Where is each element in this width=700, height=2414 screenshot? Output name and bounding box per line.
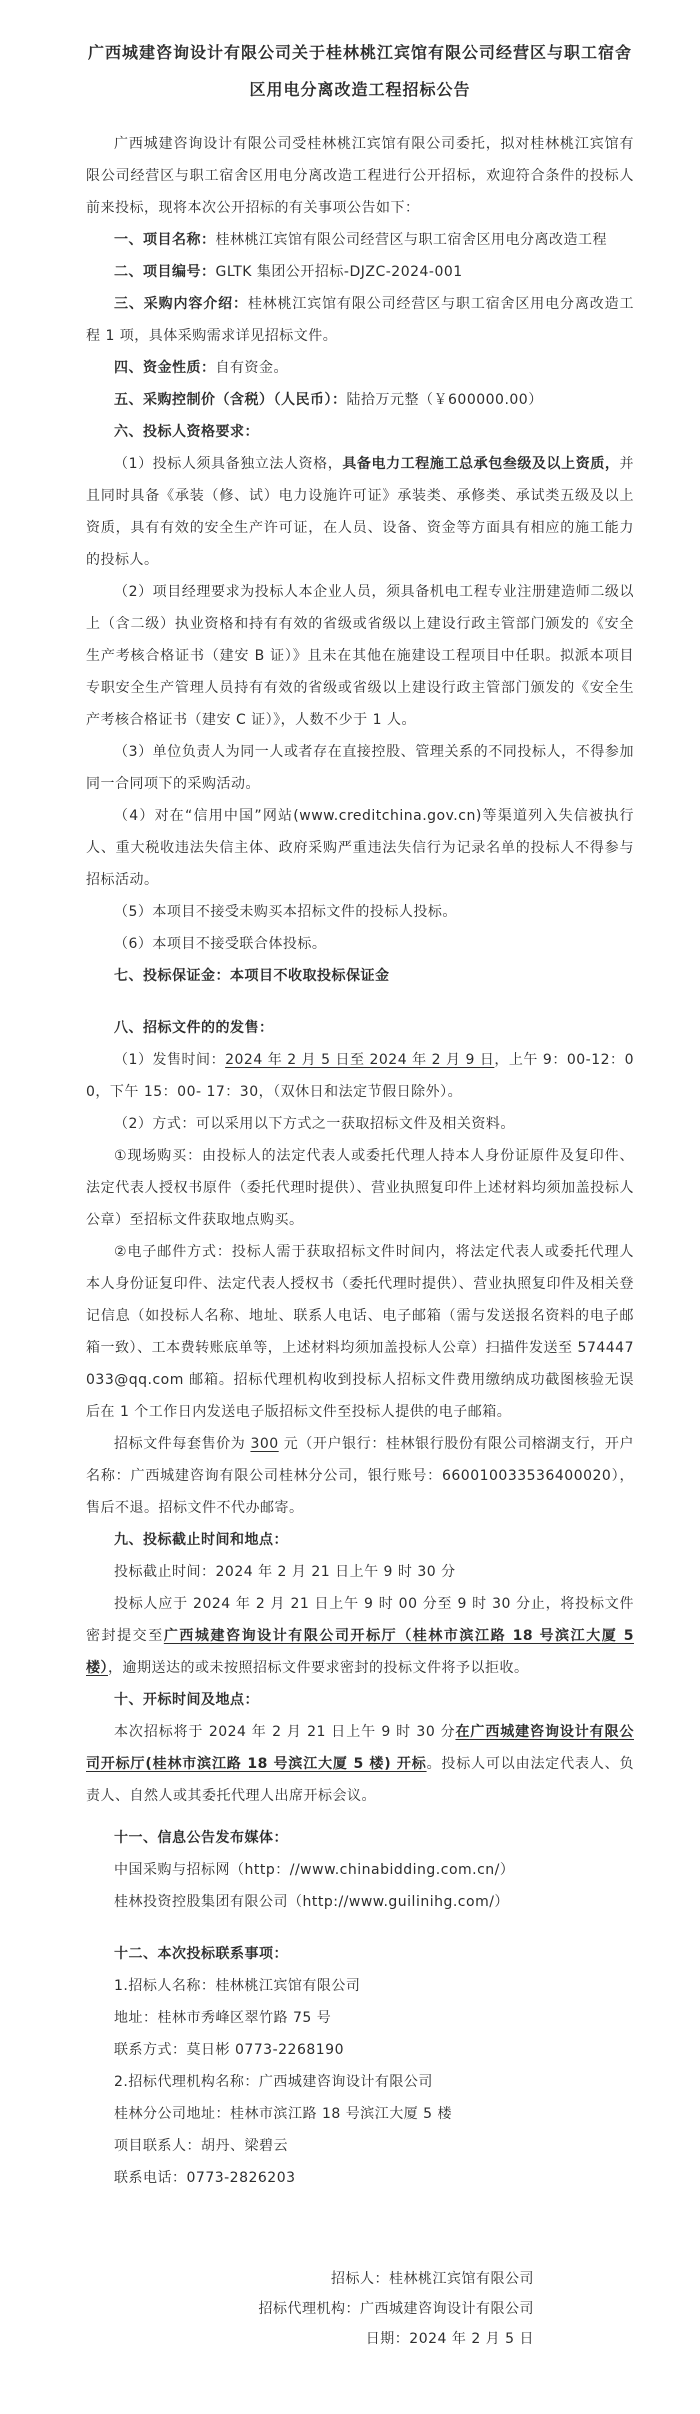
qualification-item-1 bbox=[86, 448, 634, 576]
sale-price bbox=[86, 1428, 634, 1524]
text-segment: 具备电力工程施工总承包叁级及以上资质， bbox=[342, 456, 620, 472]
text-segment: 2024 年 2 月 5 日至 2024 年 2 月 9 日 bbox=[225, 1052, 495, 1068]
text-segment: 广西城建咨询设计有限公司受桂林桃江宾馆有限公司委托，拟对桂林桃江宾馆有限公司经营区与职工宿舍区用电分离改造工程进行公开招标，欢迎符合条件的投标人前来投标，现将本次公开招标的有关事项公告如下： bbox=[86, 136, 634, 216]
section-12-contact-heading bbox=[86, 1938, 634, 1970]
text-segment: 广西城建咨询设计有限公司关于桂林桃江宾馆有限公司经营区与职工宿舍区用电分离改造工程招标公告 bbox=[87, 43, 632, 99]
text-segment: ②电子邮件方式：投标人需于获取招标文件时间内，将法定代表人或委托代理人本人身份证复印件、法定代表人授权书（委托代理时提供）、营业执照复印件及相关登记信息（如投标人名称、地址、联系人电话、电子邮箱（需与发送报名资料的电子邮箱一致）、工本费转账底单等，上述材料均须加盖投标人公章）扫描件发送至 574447033@qq.com 邮箱。招标代理机构收到投标人招标文件费用缴纳成功截图核验无误后在 1 个工作日内发送电子版招标文件至投标人提供的电子邮箱。 bbox=[86, 1244, 634, 1420]
text-segment: 招标代理机构：广西城建咨询设计有限公司 bbox=[258, 2301, 534, 2317]
text-segment: 十二、本次投标联系事项： bbox=[114, 1946, 288, 1962]
sale-time bbox=[86, 1044, 634, 1108]
agency-name bbox=[86, 2066, 634, 2098]
text-segment: 项目联系人：胡丹、梁碧云 bbox=[114, 2138, 288, 2154]
text-segment: 六、投标人资格要求： bbox=[114, 424, 259, 440]
text-segment: 联系方式：莫日彬 0773-2268190 bbox=[114, 2042, 344, 2058]
text-segment: 自有资金。 bbox=[215, 360, 288, 376]
text-segment: 一、项目名称： bbox=[114, 232, 216, 248]
text-segment: （1）发售时间： bbox=[114, 1052, 226, 1068]
opening-detail bbox=[86, 1716, 634, 1812]
text-segment: 七、投标保证金：本项目不收取投标保证金 bbox=[114, 968, 390, 984]
section-8-document-sale-heading bbox=[86, 1012, 634, 1044]
project-contacts bbox=[86, 2130, 634, 2162]
section-11-media-heading bbox=[86, 1822, 634, 1854]
text-segment: 在广西城建咨询设计有限公司开标厅(桂林市滨江路 18 号滨江大厦 5 楼) 开标 bbox=[86, 1724, 635, 1772]
media-guilinihg bbox=[86, 1886, 634, 1918]
section-5-control-price bbox=[86, 384, 634, 416]
text-segment: 二、项目编号： bbox=[114, 264, 216, 280]
text-segment: 中国采购与招标网（http：//www.chinabidding.com.cn/） bbox=[114, 1862, 515, 1878]
text-segment: ①现场购买：由投标人的法定代表人或委托代理人持本人身份证原件及复印件、法定代表人授权书原件（委托代理时提供）、营业执照复印件上述材料均须加盖投标人公章）至招标文件获取地点购买。 bbox=[86, 1148, 634, 1228]
text-segment: 元（开户银行：桂林银行股份有限公司榕湖支行，开户名称：广西城建咨询有限公司桂林分公司，银行账号：660010033536400020），售后不退。招标文件不代办邮寄。 bbox=[86, 1436, 635, 1516]
signature-agency bbox=[86, 2294, 634, 2324]
agency-address bbox=[86, 2098, 634, 2130]
qualification-item-2 bbox=[86, 576, 634, 736]
text-segment: 招标文件每套售价为 bbox=[114, 1436, 251, 1452]
text-segment: 1.招标人名称：桂林桃江宾馆有限公司 bbox=[114, 1978, 361, 1994]
text-segment: 联系电话：0773-2826203 bbox=[114, 2170, 296, 2186]
text-segment: GLTK 集团公开招标-DJZC-2024-001 bbox=[215, 264, 463, 280]
project-phone bbox=[86, 2162, 634, 2194]
text-segment: ，逾期送达的或未按照招标文件要求密封的投标文件将予以拒收。 bbox=[108, 1660, 529, 1676]
deadline-detail bbox=[86, 1588, 634, 1684]
text-segment: 陆拾万元整（￥600000.00） bbox=[346, 392, 543, 408]
text-segment: 三、采购内容介绍： bbox=[114, 296, 248, 312]
section-3-procurement-content bbox=[86, 288, 634, 352]
text-segment: 。投标人可以由法定代表人、负责人、自然人或其委托代理人出席开标会议。 bbox=[86, 1756, 635, 1804]
text-segment: 桂林分公司地址：桂林市滨江路 18 号滨江大厦 5 楼 bbox=[114, 2106, 453, 2122]
text-segment: 八、招标文件的的发售： bbox=[114, 1020, 274, 1036]
section-9-deadline-heading bbox=[86, 1524, 634, 1556]
text-segment: 九、投标截止时间和地点： bbox=[114, 1532, 288, 1548]
text-segment: 本次招标将于 2024 年 2 月 21 日上午 9 时 30 分 bbox=[114, 1724, 456, 1740]
sale-method-email bbox=[86, 1236, 634, 1428]
text-segment: 投标截止时间：2024 年 2 月 21 日上午 9 时 30 分 bbox=[114, 1564, 456, 1580]
text-segment: 300 bbox=[250, 1436, 279, 1452]
qualification-item-4 bbox=[86, 800, 634, 896]
section-1-project-name bbox=[86, 224, 634, 256]
sale-method-onsite bbox=[86, 1140, 634, 1236]
signature-date bbox=[86, 2324, 634, 2354]
text-segment: （4）对在“信用中国”网站(www.creditchina.gov.cn)等渠道列入失信被执行人、重大税收违法失信主体、政府采购严重违法失信行为记录名单的投标人不得参与招标活动。 bbox=[86, 808, 634, 888]
section-6-qualification-heading bbox=[86, 416, 634, 448]
section-2-project-number bbox=[86, 256, 634, 288]
qualification-item-6 bbox=[86, 928, 634, 960]
text-segment: 招标人：桂林桃江宾馆有限公司 bbox=[331, 2271, 534, 2287]
text-segment: 桂林桃江宾馆有限公司经营区与职工宿舍区用电分离改造工程 bbox=[215, 232, 607, 248]
qualification-item-3 bbox=[86, 736, 634, 800]
tenderer-contact bbox=[86, 2034, 634, 2066]
text-segment: 五、采购控制价（含税）（人民币）： bbox=[114, 392, 347, 408]
text-segment: （2）项目经理要求为投标人本企业人员，须具备机电工程专业注册建造师二级以上（含二级）执业资格和持有有效的省级或省级以上建设行政主管部门颁发的《安全生产考核合格证书（建安 B 证）》且未在其他在施建设工程项目中任职。拟派本项目专职安全生产管理人员持有有效的省级或省级以上建设行政主管部门颁发的《安全生产考核合格证书（建安 C 证）》，人数不少于 1 人。 bbox=[86, 584, 634, 728]
text-segment: ，上午 9：00-12：00，下午 15：00- 17：30，（双休日和法定节假日除外）。 bbox=[86, 1052, 634, 1100]
doc-title bbox=[86, 34, 634, 108]
text-segment: （5）本项目不接受未购买本招标文件的投标人投标。 bbox=[114, 904, 457, 920]
signature-tenderer bbox=[86, 2264, 634, 2294]
text-segment: 地址：桂林市秀峰区翠竹路 75 号 bbox=[114, 2010, 332, 2026]
text-segment: 十一、信息公告发布媒体： bbox=[114, 1830, 288, 1846]
media-chinabidding bbox=[86, 1854, 634, 1886]
tenderer-name bbox=[86, 1970, 634, 2002]
text-segment: （3）单位负责人为同一人或者存在直接控股、管理关系的不同投标人，不得参加同一合同项下的采购活动。 bbox=[86, 744, 634, 792]
qualification-item-5 bbox=[86, 896, 634, 928]
sale-method bbox=[86, 1108, 634, 1140]
text-segment: 2.招标代理机构名称：广西城建咨询设计有限公司 bbox=[114, 2074, 433, 2090]
text-segment: 桂林投资控股集团有限公司（http://www.guilinihg.com/） bbox=[114, 1894, 509, 1910]
tenderer-address bbox=[86, 2002, 634, 2034]
text-segment: 四、资金性质： bbox=[114, 360, 216, 376]
text-segment: 十、开标时间及地点： bbox=[114, 1692, 259, 1708]
section-7-bid-bond bbox=[86, 960, 634, 992]
text-segment: （6）本项目不接受联合体投标。 bbox=[114, 936, 327, 952]
section-10-opening-heading bbox=[86, 1684, 634, 1716]
deadline-time bbox=[86, 1556, 634, 1588]
text-segment: （2）方式：可以采用以下方式之一获取招标文件及相关资料。 bbox=[114, 1116, 515, 1132]
text-segment: 并且同时具备《承装（修、试）电力设施许可证》承装类、承修类、承试类五级及以上资质，具有有效的安全生产许可证，在人员、设备、资金等方面具有相应的施工能力的投标人。 bbox=[86, 456, 634, 568]
text-segment: 广西城建咨询设计有限公司开标厅（桂林市滨江路 18 号滨江大厦 5 楼） bbox=[86, 1628, 634, 1676]
text-segment: 桂林桃江宾馆有限公司经营区与职工宿舍区用电分离改造工程 1 项，具体采购需求详见招标文件。 bbox=[86, 296, 635, 344]
text-segment: （1）投标人须具备独立法人资格， bbox=[114, 456, 343, 472]
section-4-fund-nature bbox=[86, 352, 634, 384]
intro-paragraph bbox=[86, 128, 634, 224]
text-segment: 投标人应于 2024 年 2 月 21 日上午 9 时 00 分至 9 时 30 分止，将投标文件密封提交至 bbox=[86, 1596, 634, 1644]
text-segment: 日期：2024 年 2 月 5 日 bbox=[365, 2331, 534, 2347]
